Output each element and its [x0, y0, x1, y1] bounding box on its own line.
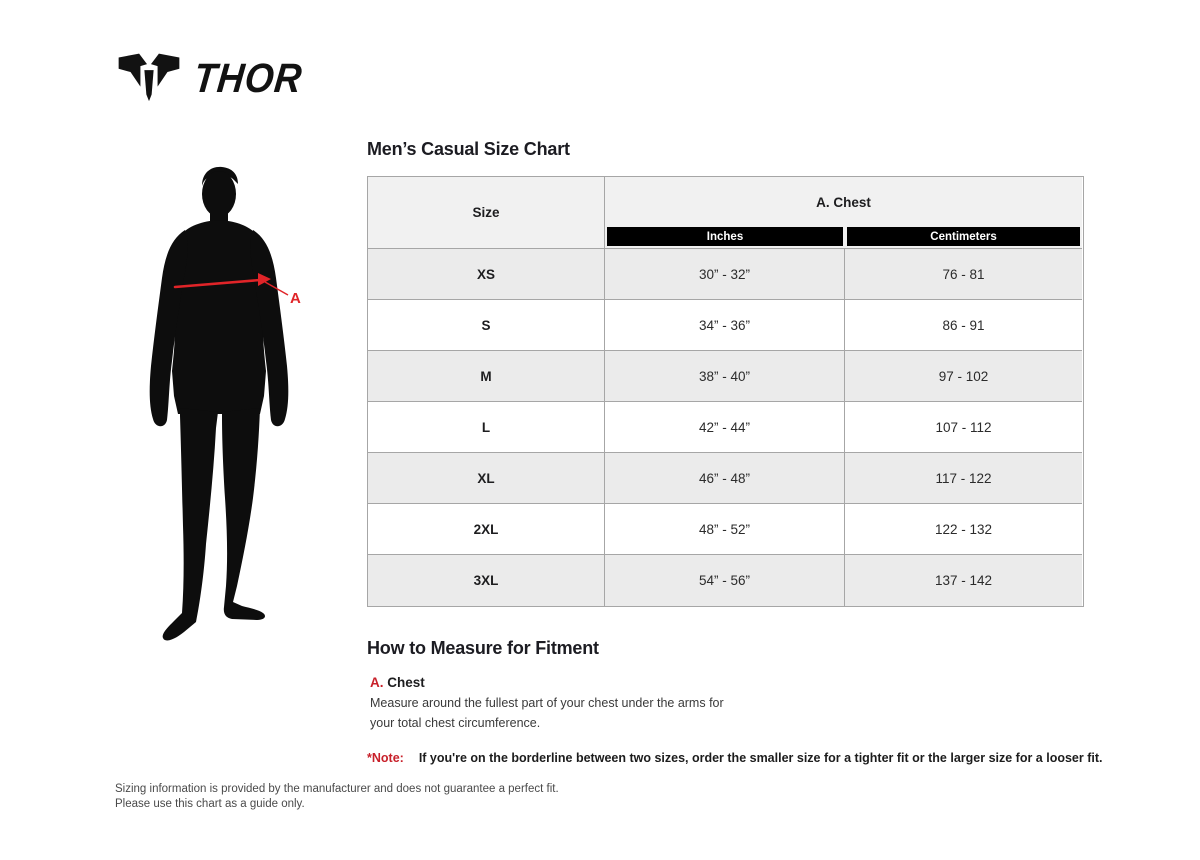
size-cell: XL — [368, 453, 605, 504]
unit-header-inches: Inches — [607, 227, 843, 246]
inches-cell: 54” - 56” — [605, 555, 845, 606]
note — [367, 751, 1103, 765]
male-silhouette — [138, 166, 310, 653]
thor-horns-icon — [116, 52, 182, 104]
body-measurement-figure — [138, 166, 310, 653]
size-cell: XS — [368, 249, 605, 300]
size-cell: L — [368, 402, 605, 453]
size-cell: S — [368, 300, 605, 351]
measurement-key-letter: A. — [370, 675, 384, 690]
thor-logo — [116, 52, 314, 104]
size-cell: 3XL — [368, 555, 605, 606]
disclaimer-line1: Sizing information is provided by the manufacturer and does not guarantee a perfect fit. — [115, 783, 559, 795]
inches-cell: 38” - 40” — [605, 351, 845, 402]
centimeters-cell: 122 - 132 — [845, 504, 1082, 555]
size-chart-table — [367, 176, 1084, 607]
disclaimer-line2: Please use this chart as a guide only. — [115, 798, 305, 811]
inches-cell: 48” - 52” — [605, 504, 845, 555]
centimeters-cell: 97 - 102 — [845, 351, 1082, 402]
inches-cell: 34” - 36” — [605, 300, 845, 351]
thor-wordmark: THOR — [191, 54, 305, 101]
size-chart-title: Men’s Casual Size Chart — [367, 139, 570, 159]
col-header-size: Size — [368, 177, 605, 249]
inches-cell: 42” - 44” — [605, 402, 845, 453]
unit-header-centimeters-cell — [845, 227, 1082, 249]
inches-cell: 46” - 48” — [605, 453, 845, 504]
unit-header-inches-cell — [605, 227, 845, 249]
howto-title: How to Measure for Fitment — [367, 638, 599, 658]
inches-cell: 30” - 32” — [605, 249, 845, 300]
disclaimer — [115, 782, 559, 812]
col-header-chest: A. Chest — [605, 177, 1082, 227]
measurement-description: Measure around the fullest part of your chest under the arms for your total chest circumference. — [370, 696, 724, 730]
size-cell: 2XL — [368, 504, 605, 555]
note-label: *Note: — [367, 751, 404, 765]
unit-header-centimeters: Centimeters — [847, 227, 1080, 246]
note-text: If you're on the borderline between two sizes, order the smaller size for a tighter fit or the larger size for a looser fit. — [418, 751, 1103, 765]
centimeters-cell: 86 - 91 — [845, 300, 1082, 351]
centimeters-cell: 107 - 112 — [845, 402, 1082, 453]
measurement-key-a — [370, 675, 425, 690]
size-cell: M — [368, 351, 605, 402]
figure-label-a: A — [290, 290, 301, 307]
measurement-key-name: Chest — [387, 675, 425, 690]
centimeters-cell: 76 - 81 — [845, 249, 1082, 300]
centimeters-cell: 137 - 142 — [845, 555, 1082, 606]
centimeters-cell: 117 - 122 — [845, 453, 1082, 504]
